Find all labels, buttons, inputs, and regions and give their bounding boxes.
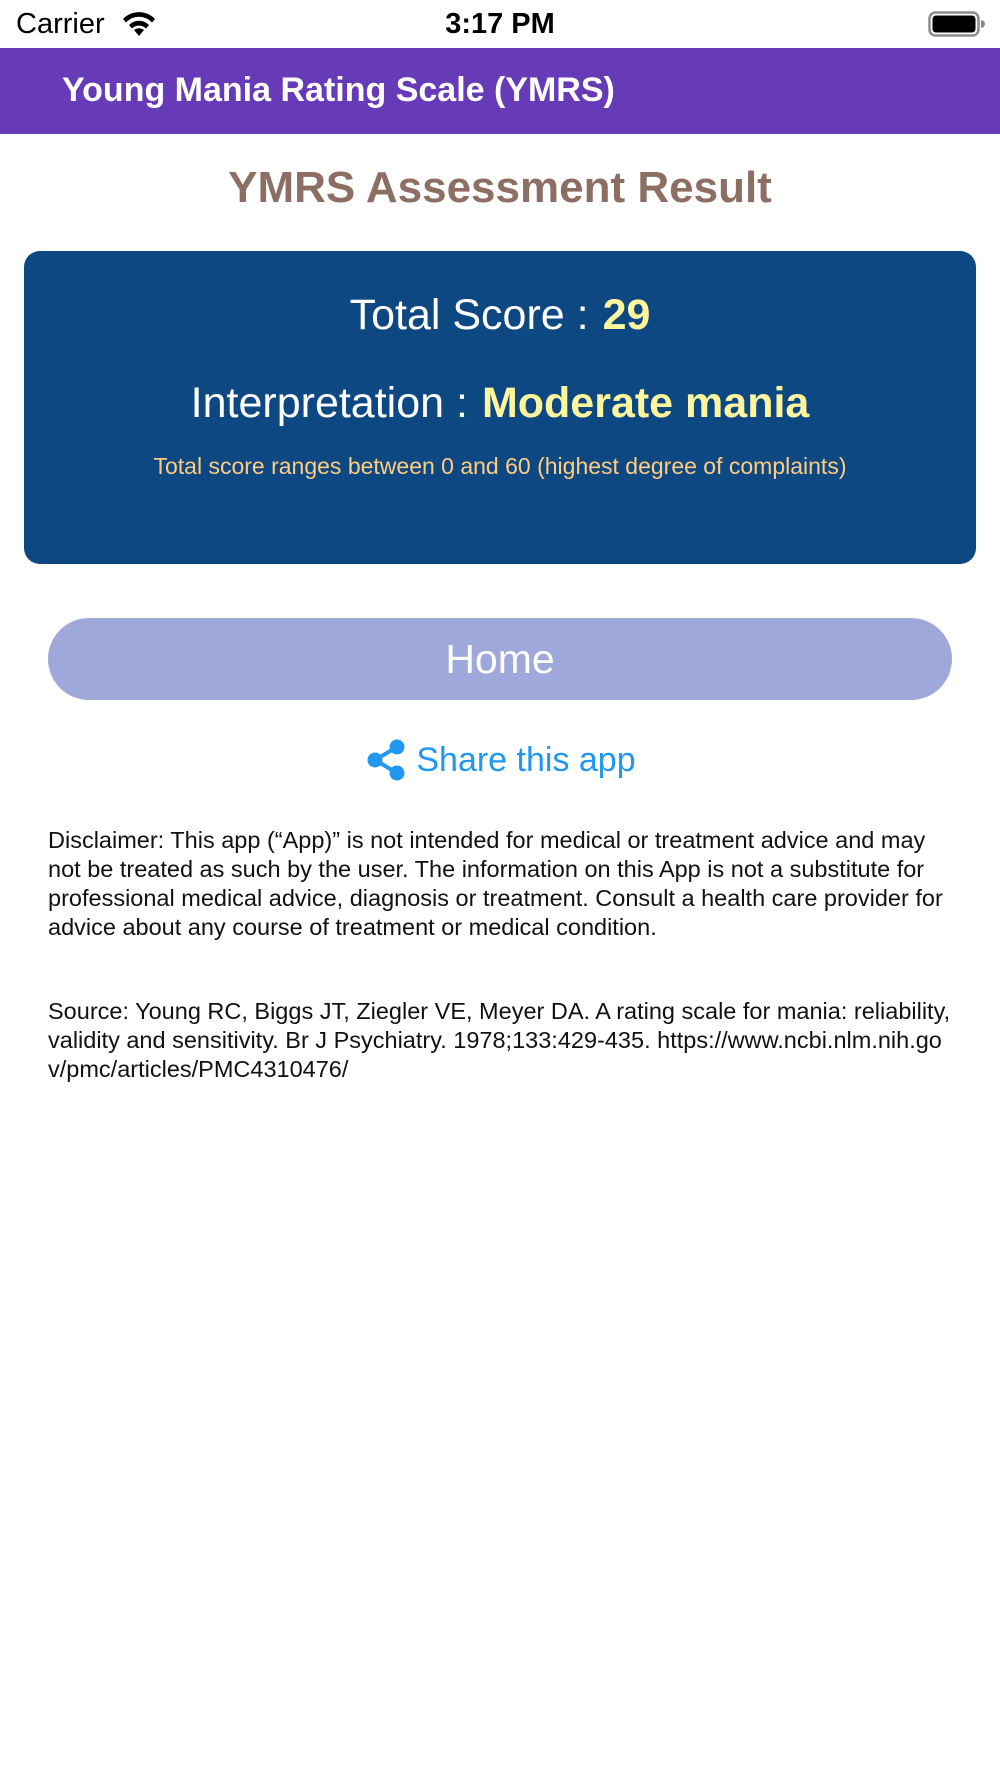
interpretation-row <box>24 379 976 428</box>
source-citation: Source: Young RC, Biggs JT, Ziegler VE, Meyer DA. A rating scale for mania: reliability, validity and sensitivity. Br J Psychiatry. 1978;133:429-435. https://www.ncbi.nlm.nih.gov/pmc/articles/PMC4310476/ <box>48 998 951 1082</box>
interpretation-value: Moderate mania <box>481 379 810 427</box>
page-title: YMRS Assessment Result <box>228 163 772 212</box>
status-bar <box>0 0 1000 48</box>
status-time: 3:17 PM <box>445 8 555 40</box>
total-score-label: Total Score : <box>349 291 589 339</box>
share-icon <box>364 738 408 782</box>
carrier-label: Carrier <box>16 8 105 40</box>
score-range-note: Total score ranges between 0 and 60 (highest degree of complaints) <box>153 453 847 479</box>
interpretation-label: Interpretation : <box>190 379 468 427</box>
result-card <box>24 251 976 564</box>
total-score-value: 29 <box>602 291 651 339</box>
navigation-bar <box>0 48 1000 134</box>
share-app-label: Share this app <box>416 740 636 779</box>
battery-icon <box>928 10 986 38</box>
nav-title: Young Mania Rating Scale (YMRS) <box>62 71 615 109</box>
home-button[interactable]: Home <box>48 618 952 700</box>
share-app-link[interactable] <box>0 736 1000 784</box>
total-score-row <box>24 291 976 340</box>
disclaimer-text: Disclaimer: This app (“App)” is not intended for medical or treatment advice and may not be treated as such by the user. The information on this App is not a substitute for professional medical advice, diagnosis or treatment. Consult a health care provider for advice about any course of treatment or medical condition. <box>48 827 943 940</box>
